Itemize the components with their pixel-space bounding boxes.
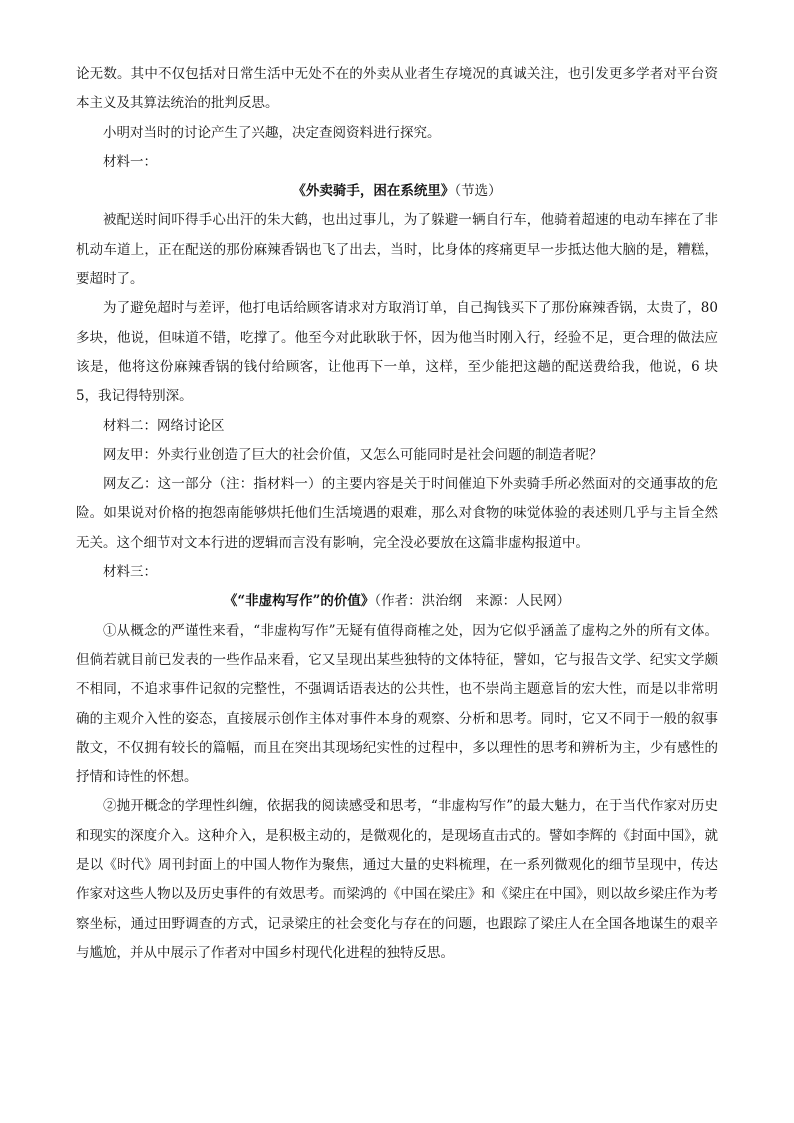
material-three-paragraph-1: ①从概念的严谨性来看，“非虚构写作”无疑有值得商榷之处，因为它似乎涵盖了虚构之外的所有文体。但倘若就目前已发表的一些作品来看，它又呈现出某些独特的文体特征，譬如，它与报告文学、纪实文学颇不相同，不追求事件记叙的完整性，不强调话语表达的公共性，也不崇尚主题意旨的宏大性，而是以非常明确的主观介入性的姿态，直接展示创作主体对事件本身的观察、分析和思考。同时，它又不同于一般的叙事散文，不仅拥有较长的篇幅，而且在突出其现场纪实性的过程中，多以理性的思考和辨析为主，少有感性的抒情和诗性的怀想。 [76, 622, 718, 786]
material-one-note: （节选） [454, 183, 502, 200]
netizen-b-comment: 网友乙：这一部分（注：指材料一）的主要内容是关于时间催迫下外卖骑手所必然面对的交通事故的危险。如果说对价格的抱怨南能够烘托他们生活境遇的艰难，那么对食物的味觉体验的表述则几乎与主旨全然无关。这个细节对文本行进的逻辑而言没有影响，完全没必要放在这篇非虚构报道中。 [76, 476, 718, 551]
netizen-a-comment: 网友甲：外卖行业创造了巨大的社会价值，又怎么可能同时是社会问题的制造者呢？ [103, 446, 603, 463]
material-three-paragraph-2: ②抛开概念的学理性纠缠，依据我的阅读感受和思考，“非虚构写作”的最大魅力，在于当代作家对历史和现实的深度介入。这种介入，是积极主动的，是微观化的，是现场直击式的。譬如李辉的《封面中国》，就是以《时代》周刊封面上的中国人物作为聚焦，通过大量的史料梳理，在一系列微观化的细节呈现中，传达作家对这些人物以及历史事件的有效思考。而梁鸿的《中国在梁庄》和《梁庄在中国》，则以故乡梁庄作为考察坐标，通过田野调查的方式，记录梁庄的社会变化与存在的问题，也跟踪了梁庄人在全国各地谋生的艰辛与尴尬，并从中展示了作者对中国乡村现代化进程的独特反思。 [76, 798, 718, 961]
material-three-heading [76, 587, 718, 616]
material-one-paragraph-1: 被配送时间吓得手心出汗的朱大鹤，也出过事儿，为了躲避一辆自行车，他骑着超速的电动车摔在了非机动车道上，正在配送的那份麻辣香锅也飞了出去，当时，比身体的疼痛更早一步抵达他大脑的是，糟糕，要超时了。 [76, 212, 718, 288]
material-three-title: 《“非虚构写作”的价值》 [223, 593, 375, 610]
material-two-label: 材料二：网络讨论区 [103, 417, 225, 434]
paragraph-continuation: 论无数。其中不仅包括对日常生活中无处不在的外卖从业者生存境况的真诚关注，也引发更多学者对平台资本主义及其算法统治的批判反思。 [76, 66, 718, 112]
document-body [76, 60, 718, 968]
material-one-label: 材料一： [103, 153, 157, 170]
material-one-heading [76, 177, 718, 206]
material-three-note: （作者：洪治纲 来源：人民网） [374, 593, 571, 610]
material-three-label: 材料三： [103, 564, 157, 581]
material-one-title: 《外卖骑手，困在系统里》 [292, 183, 455, 200]
paragraph-intro: 小明对当时的讨论产生了兴趣，决定查阅资料进行探究。 [103, 124, 441, 141]
material-one-paragraph-2: 为了避免超时与差评，他打电话给顾客请求对方取消订单，自己掏钱买下了那份麻辣香锅，太贵了，80 多块，他说，但味道不错，吃撑了。他至今对此耿耿于怀，因为他当时刚入行，经验不足，更合理的做法应该是，他将这份麻辣香锅的钱付给顾客，让他再下一单，这样，至少能把这趟的配送费给我，他说，6 块 5，我记得特别深。 [76, 300, 718, 405]
